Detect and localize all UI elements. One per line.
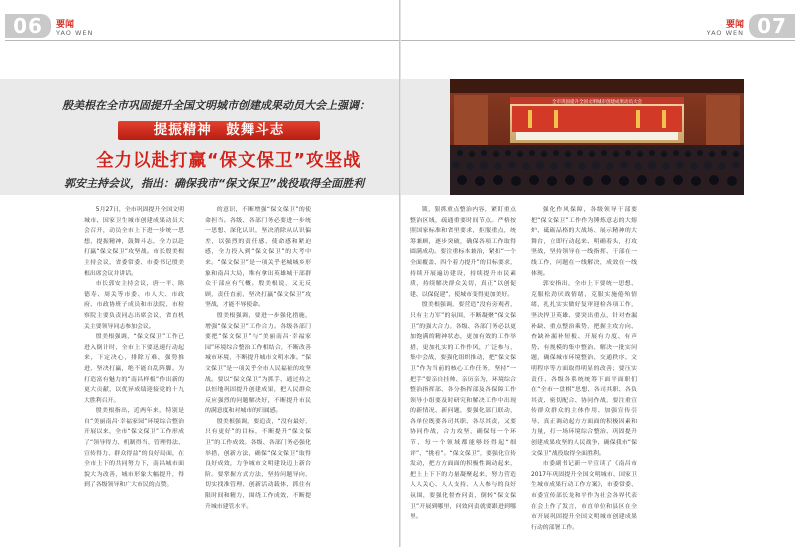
- right-page: [401, 0, 800, 547]
- paragraph: 殷美根强调，“保文保卫”工作已进入倒计时，全市上下要迅速行动起来，下定决心，排除万难，强势推进，坚决打赢，绝不能自乱阵脚。为打造富有魅力的“南昌样板”作出新的更大贡献，以优异成绩迎接党的十九大胜利召开。: [84, 334, 184, 404]
- section-pinyin: YAO WEN: [706, 29, 744, 37]
- header-rule: [5, 40, 399, 41]
- paragraph: 强化作风保障，各级领导干部要把“保文保卫”工作作为锤炼意志的大熔炉、砥砺品格的大战场、展示精神的大舞台，立即行动起来、明确着头，打攻坚战，坚持领导在一线指挥、干部在一线工作，问题在一线解决，成效在一线体现。: [531, 207, 637, 277]
- section-pinyin: YAO WEN: [56, 29, 94, 37]
- paragraph: 殷美根指出，近两年来，特别是自“美丽南昌·幸福家园”环境综合整治开展以来，全市“保文保卫”工作形成了“领导得力、机制得当、管理得法、宣传得力、群众得益”的良好局面，在全市上下的共同努力下，南昌城市面貌大为改善，城市形象大幅提升，得到了各级领导和广大市民的点赞。: [84, 408, 184, 489]
- article-subtitle: 郭安主持会议，指出：确保我市“保文保卫”战役取得全面胜利: [64, 177, 365, 190]
- section-label: 要闻: [725, 20, 744, 30]
- text-column-4: [531, 205, 637, 533]
- paragraph: 市长郭安主持会议，唐一平、陈德寿、周关等市委、市人大、市政府、市政协班子成员和市法院、市检察院主要负责同志出席会议，省直机关主要领导同志参加会议。: [84, 281, 184, 330]
- text-column-2: [205, 205, 311, 512]
- paragraph: 殷美根强调，要追责，“没有最好，只有更好”的目标，不断提升“保文保卫”的工作成效。各级、各部门务必强化举措，创新方法，确保“保文保卫”取得良好成效，力争城市文明建设迈上新台阶。要掌握方式方法，坚持问题导向，切实找准管理、创新活动载体，抓住有限时间和精力，围绕工作成效，不断提升城市建管水平。: [205, 418, 311, 510]
- article-title: 全力以赴打赢“保文保卫”攻坚战: [96, 151, 362, 171]
- text-column-3: [410, 205, 516, 523]
- paragraph: 殷美根强调，要进一步强化措施，增强“保文保卫”工作合力。各级各部门要把“保文保卫”与“美丽南昌·幸福家园”环境综合整治工作相结合，不断改善城市环境，不断提升城市文明水准。“保文保卫”是一项关乎全市人民福祉的攻坚战。要以“保文保卫”为抓手，通过持之以恒地巩固提升创建成果，把人民群众反应强烈的问题解决好，不断提升市民的满意度和对城市的归属感。: [205, 312, 311, 415]
- header-rule: [401, 40, 795, 41]
- paragraph: 殷美根强调，要营造“没有旁观者，只有主力军”的氛围，不断凝聚“保文保卫”的强大合力。各级、各部门务必以更加饱满的精神状态，更加有效的工作举措，更加扎实的工作作风，广泛参与，集中会战，要强化组织推动，把“保文保卫”作为当前的核心工作任务，坚持“一把手”要亲自挂帅、亲历亲为，环境综合整治指挥部、各分指挥部及各保障工作领导小组要及时研究和解决工作中出现的新情况、新问题，要强化部门联动，各单位既要各司其职、各尽其责，又要协同作战，合力攻坚，确保每一个环节、每一个领域都能够经得起“细评”、“挑看”。“保文保卫”，要强化宣传发动，把方方面面的积极性调动起来，把上上下下的力量凝聚起来，努力营造人人关心、人人支持、人人参与的良好氛围，要强化督查问责，倒转“保文保卫”开展到哪里，问效问责就要跟进到哪里。: [410, 302, 516, 521]
- meeting-hall-photo: [450, 79, 744, 195]
- photo-illustration: [450, 79, 744, 195]
- article-lead: 殷美根在全市巩固提升全国文明城市创建成果动员大会上强调：: [62, 99, 370, 112]
- paragraph: 郭安指出，全市上下要统一思想、克服松劲厌战情绪，克服实施倦殆情绪，扎扎实实做好复审迎检各项工作，坚决捍卫英雄、要突出重点，针对查漏补缺、重点整治乘势，把握主攻方向、查缺补漏补短板、开展有力度、有声势、有规模的集中整治、解决一批实问题，确保城市环境整治、交通秩序、文明程序等方面取得明显的改善；要压实责任、各级各系统统筹下面平面职们在“全市一盘棋”思想、各司其职、各负其责、密切配合、协同作战，要注重宣传群众群众的主体作用、加强宣传引导、真正调动起方方面面的积极因素和力量，打一场环境综合整治、巩固提升创建成果攻坚的人民战争，确保我市“保文保卫”战役取得全面胜利。: [531, 281, 637, 457]
- paragraph: 5月27日，全市巩固提升全国文明城市、国家卫生城市创建成果动员大会召开，动员全市上下进一步统一思想，提振精神，鼓舞斗志，全力以赴打赢“保文保卫”攻坚战。市长殷美根主持会议，省委常委、市委书记殷美根出席会议并讲话。: [84, 207, 184, 277]
- paragraph: 锁，狠抓重点整治内容，紧盯重点整治区域，疏通重要时间节点。严格按照国家标准和省里要求，拒服重点，统筹兼顾，逐步突破，确保各项工作取得圆满成功。要注重标本兼治，紧扣“一个全面覆盖、四个着力提升”的目标要求，持续开展遍访建设，持续提升市民素质，持续解决群众关切，真正“以创促建、以保促建”，使城市变得更加美好。: [410, 207, 516, 298]
- paragraph: 的意识，不断增强“保文保卫”的使命担当。各级、各部门务必要进一步统一思想、深化认识，坚决消除从认识偏差，以强烈的责任感、使命感和紧迫感，全力投入到“保文保卫”的大考中来。“保文保卫”是一项关乎老城城乡形象和南昌大局，堆有拿出英雄城干部群众干部应有气概。殷美根说，又无反顾，责任直前，坚决打赢“保文保卫”攻坚战，才能不辱使命。: [205, 207, 311, 309]
- stage-banner-text: 全市巩固提升全国文明城市创建成果动员大会: [552, 100, 642, 105]
- paragraph: 市委副书记新一平宣读了《南昌市2017年巩固提升全国文明城市、国家卫生城市成果行动工作方案》，市委常委、市委宣传部长龙和平作为社会各界代表在会上作了发言，市直单位和县区在全市开展巩固提升全国文明城市创建成果行动的部署工作。: [531, 461, 637, 531]
- highlight-banner: 提振精神 鼓舞斗志: [118, 121, 320, 140]
- left-page-number: 06: [5, 14, 51, 38]
- text-column-1: [84, 205, 184, 491]
- right-page-number: 07: [749, 14, 795, 38]
- title-band: [401, 79, 450, 195]
- section-label: 要闻: [56, 20, 75, 30]
- left-page: [0, 0, 399, 547]
